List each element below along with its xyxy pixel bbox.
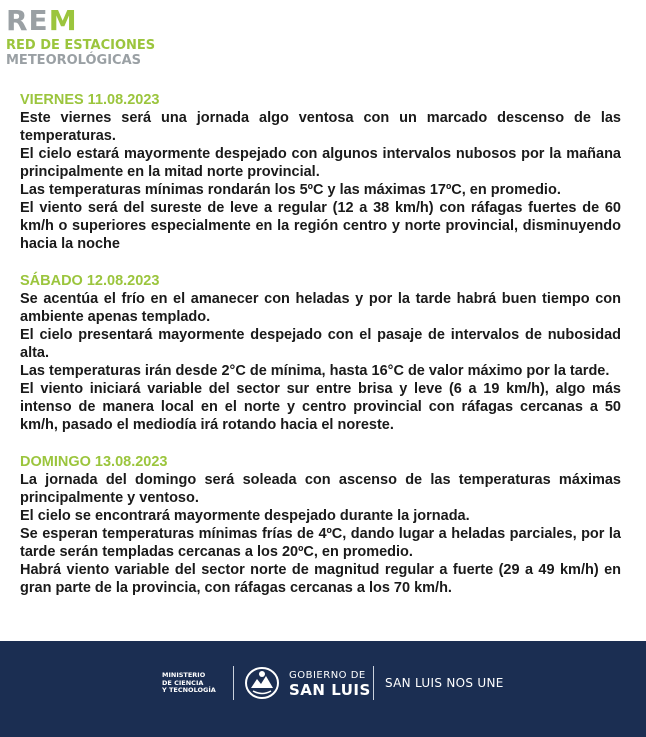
footer-divider: [233, 666, 234, 700]
forecast-paragraph: Las temperaturas irán desde 2°C de mínima, hasta 16°C de valor máximo por la tarde.: [20, 363, 610, 379]
forecast-paragraph: El cielo presentará mayormente despejado con el pasaje de intervalos de nubosidad alta.: [20, 327, 621, 361]
forecast-paragraph: La jornada del domingo será soleada con ascenso de las temperaturas máximas principalmente y ventoso.: [20, 472, 621, 506]
ministerio-line: Y TECNOLOGÍA: [162, 686, 216, 694]
gobierno-line-2: SAN LUIS: [289, 681, 371, 699]
forecast-paragraph: Habrá viento variable del sector norte de magnitud regular a fuerte (29 a 49 km/h) en gran parte de la provincia, con ráfagas cercanas a los 70 km/h.: [20, 562, 621, 596]
day-title: VIERNES 11.08.2023: [20, 92, 160, 108]
gobierno-logo-text: [289, 670, 371, 698]
ministerio-line: MINISTERIO: [162, 671, 206, 679]
forecast-paragraph: El viento iniciará variable del sector sur entre brisa y leve (6 a 19 km/h), algo más intenso de manera local en el norte y centro provincial con ráfagas cercanas a 50 km/h, pasado el mediodía irá rotando hacia el noreste.: [20, 381, 621, 433]
footer-banner: [0, 641, 646, 737]
logo-acronym: [6, 6, 155, 36]
day-forecast-saturday: [20, 273, 621, 434]
slogan-text: SAN LUIS NOS UNE: [385, 676, 504, 690]
forecast-paragraph: El cielo estará mayormente despejado con algunos intervalos nubosos por la mañana principalmente en la mitad norte provincial.: [20, 146, 621, 180]
forecast-paragraph: Las temperaturas mínimas rondarán los 5ºC y las máximas 17ºC, en promedio.: [20, 182, 561, 198]
logo-acronym-gray: RE: [6, 4, 49, 37]
gobierno-line-1: GOBIERNO DE: [289, 670, 366, 681]
forecast-paragraph: Se acentúa el frío en el amanecer con heladas y por la tarde habrá buen tiempo con ambiente apenas templado.: [20, 291, 621, 325]
day-title: DOMINGO 13.08.2023: [20, 454, 168, 470]
forecast-paragraph: El viento será del sureste de leve a regular (12 a 38 km/h) con ráfagas fuertes de 60 km/h o superiores especialmente en la región centro y norte provincial, disminuyendo hacia la noche: [20, 200, 621, 252]
day-title: SÁBADO 12.08.2023: [20, 273, 160, 289]
forecast-paragraph: Se esperan temperaturas mínimas frías de 4ºC, dando lugar a heladas parciales, por la tarde serán templadas cercanas a los 20ºC, en promedio.: [20, 526, 621, 560]
logo-line-2: METEOROLÓGICAS: [6, 53, 142, 68]
ministerio-line: DE CIENCIA: [162, 678, 204, 687]
footer-divider: [373, 666, 374, 700]
provincial-seal-icon: [243, 665, 281, 706]
forecast-paragraph: El cielo se encontrará mayormente despejado durante la jornada.: [20, 508, 470, 524]
day-forecast-friday: [20, 92, 621, 253]
forecast-content: [20, 92, 621, 617]
rem-logo: [6, 6, 155, 68]
forecast-paragraph: Este viernes será una jornada algo ventosa con un marcado descenso de las temperaturas.: [20, 110, 621, 144]
logo-line-1: RED DE ESTACIONES: [6, 38, 156, 53]
ministerio-logo-text: [162, 672, 216, 695]
day-forecast-sunday: [20, 454, 621, 597]
logo-acronym-green: M: [48, 4, 78, 37]
